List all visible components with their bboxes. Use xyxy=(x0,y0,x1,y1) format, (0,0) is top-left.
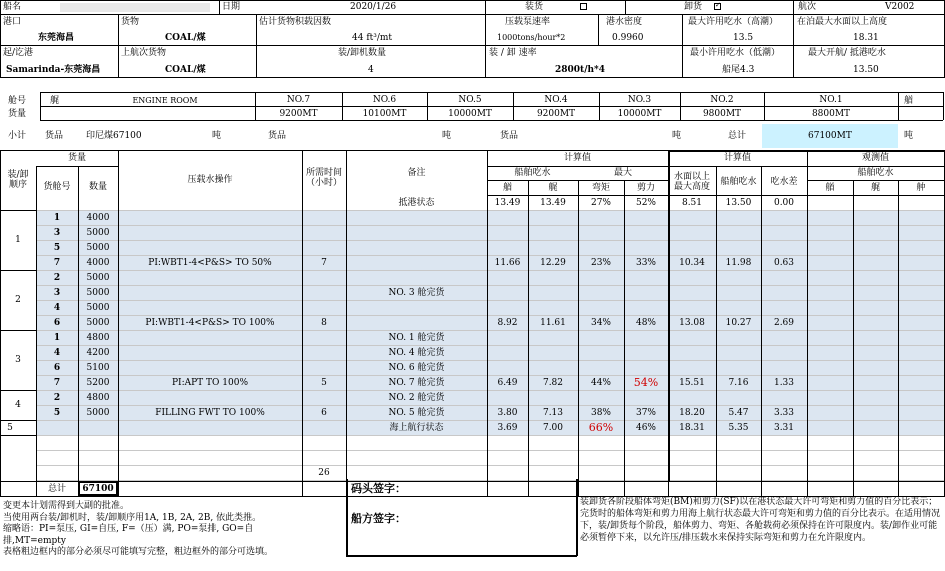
arrival-diff: 0.00 xyxy=(773,198,795,208)
hold-name-7: NO.7 xyxy=(286,95,311,105)
clearance-height-value: 18.31 xyxy=(853,33,879,43)
subtotal-goods-2: 货品 xyxy=(268,131,287,141)
wharf-signature-label: 码头签字： xyxy=(351,482,406,495)
footer-right-notes: 装卸货各阶段船体弯矩(BM)和剪力(SF)以在港状态最大许可弯矩和剪力值的百分比表示；完货时的船体弯矩和剪力用海上航行状态最大许可弯矩和剪力值的百分比表示。在适用情况下，装/卸货每个阶段，船体剪力、弯矩、各舱载荷必须保持在许可限度内。装/卸作业可能必须暂停下来，以允许压/排压载水来保持实际弯矩和剪力在允许限度内。 xyxy=(580,497,941,543)
port-label: 港口 xyxy=(3,17,22,27)
row-qty: 5000 xyxy=(86,408,110,418)
footer-left-notes: 变更本计划需得到大副的批准。 当使用两台装/卸机时，装/卸顺序用1A, 1B, 2A, 2B, 依此类推。 缩略语：PI=泵压, GI=自压, F=（压）满, PO=泵排, GO=自 排,MT=empty 表格粗边框内的部分必须尽可能填写完整，粗边框外的部分可选填。 xyxy=(3,501,274,557)
voyage-label: 航次 xyxy=(798,2,817,12)
obs-fwd-header: 艏 xyxy=(825,183,835,193)
rate-label: 装 / 卸 速率 xyxy=(489,48,537,58)
row-hold: 1 xyxy=(53,213,61,223)
grand-total-label: 总计 xyxy=(47,484,66,494)
row-seq: 5 xyxy=(7,423,13,433)
row-hold: 5 xyxy=(53,408,61,418)
route-label: 起/讫港 xyxy=(3,48,34,58)
time-header: 所需时间 （小时） xyxy=(305,168,342,188)
row-hold: 1 xyxy=(53,333,61,343)
row-bm: 38% xyxy=(590,408,611,418)
row-ballast: FILLING FWT TO 100% xyxy=(155,408,265,418)
density-value: 0.9960 xyxy=(612,33,644,43)
row-hold: 7 xyxy=(53,258,61,268)
row-hold: 4 xyxy=(53,348,61,358)
row-qty: 4000 xyxy=(86,213,110,223)
ship-name-redacted xyxy=(60,3,210,12)
max-air-draft-label: 最大开航/ 抵港吃水 xyxy=(808,48,886,58)
subtotal-total-label: 总计 xyxy=(728,131,747,141)
row-air: 13.08 xyxy=(679,318,705,328)
bow-label: 艏 xyxy=(904,96,914,106)
row-aft: 7.82 xyxy=(542,378,564,388)
qty-header: 数量 xyxy=(88,182,107,192)
row-fwd: 3.80 xyxy=(497,408,518,418)
arrival-remark: 抵港状态 xyxy=(398,198,435,208)
subtotal-goods-1: 货品 xyxy=(45,131,64,141)
hold-cargo-label: 货量 xyxy=(8,109,27,119)
row-remark: NO. 1 舱完货 xyxy=(388,333,445,343)
pump-value: 1000tons/hour*2 xyxy=(497,33,566,42)
row-diff: 2.69 xyxy=(773,318,795,328)
row-ballast: PI:WBT1-4<P&S> TO 50% xyxy=(148,258,272,268)
row-qty: 5000 xyxy=(86,318,110,328)
min-draft-low-label: 最小许用吃水（低潮） xyxy=(690,48,781,58)
row-hold: 3 xyxy=(53,228,61,238)
rate-value: 2800t/h*4 xyxy=(555,65,606,75)
row-aft: 7.00 xyxy=(542,423,564,433)
row-bm: 34% xyxy=(590,318,611,328)
arrival-aft: 13.49 xyxy=(540,198,566,208)
row-draft: 10.27 xyxy=(725,318,752,328)
arrival-bm: 27% xyxy=(590,198,611,208)
row-draft: 7.16 xyxy=(728,378,749,388)
ship-name-label: 船名 xyxy=(3,2,22,12)
subtotal-ton-3: 吨 xyxy=(672,131,682,141)
row-remark: NO. 3 舱完货 xyxy=(388,288,445,298)
hold-name-3: NO.3 xyxy=(627,95,652,105)
loaders-value: 4 xyxy=(368,65,374,75)
hold-no-label: 舱号 xyxy=(8,96,27,106)
row-sf: 48% xyxy=(635,318,656,328)
row-ballast: PI:APT TO 100% xyxy=(171,378,249,388)
unload-checkbox[interactable]: ✓ xyxy=(715,1,721,9)
seq-header: 装/卸 顺序 xyxy=(7,170,29,190)
max-header: 最大 xyxy=(613,168,632,178)
sf-header: 剪力 xyxy=(636,183,655,193)
row-fwd: 8.92 xyxy=(497,318,518,328)
row-hold: 6 xyxy=(53,318,61,328)
arrival-draft: 13.50 xyxy=(725,198,752,208)
row-aft: 11.61 xyxy=(540,318,566,328)
row-diff: 3.33 xyxy=(773,408,795,418)
row-hold: 3 xyxy=(53,288,61,298)
obs-aft-header: 艉 xyxy=(870,183,880,193)
aft-header: 艉 xyxy=(548,183,558,193)
row-seq: 2 xyxy=(15,295,21,305)
row-qty: 4800 xyxy=(86,393,110,403)
row-bm: 23% xyxy=(590,258,611,268)
load-label: 装货 xyxy=(525,2,544,12)
arrival-sf: 52% xyxy=(635,198,656,208)
row-bm: 44% xyxy=(590,378,611,388)
cargo-value: COAL/煤 xyxy=(165,33,206,43)
hold-name-2: NO.2 xyxy=(710,95,734,105)
row-air: 10.34 xyxy=(679,258,705,268)
row-qty: 5100 xyxy=(86,363,110,373)
row-time: 8 xyxy=(321,318,327,328)
row-sf: 54% xyxy=(633,376,659,389)
row-hold: 4 xyxy=(53,303,61,313)
prev-cargo-value: COAL/煤 xyxy=(165,65,206,75)
row-qty: 5000 xyxy=(86,228,110,238)
fwd-header: 艏 xyxy=(502,183,512,193)
subtotal-goods-1-value: 印尼煤67100 xyxy=(86,131,142,141)
row-remark: NO. 6 舱完货 xyxy=(388,363,445,373)
ship-draft-header: 船舶吃水 xyxy=(720,177,757,187)
voyage-value: V2002 xyxy=(885,2,915,12)
row-draft: 11.98 xyxy=(725,258,752,268)
arrival-air: 8.51 xyxy=(681,198,703,208)
subtotal-ton-4: 吨 xyxy=(904,131,914,141)
calc2-header: 计算值 xyxy=(723,153,751,163)
row-qty: 5200 xyxy=(86,378,110,388)
row-qty: 4000 xyxy=(86,258,110,268)
hold-name-6: NO.6 xyxy=(372,95,397,105)
max-draft-high-label: 最大许用吃水（高潮） xyxy=(688,17,779,27)
row-seq: 4 xyxy=(15,400,21,410)
hold-amount-3: 10000MT xyxy=(617,109,662,119)
pump-label: 压载泵速率 xyxy=(505,17,551,27)
stowage-label: 估计货物积载因数 xyxy=(259,17,332,27)
row-fwd: 3.69 xyxy=(497,423,518,433)
row-remark: NO. 5 舱完货 xyxy=(388,408,445,418)
hold-amount-7: 9200MT xyxy=(279,109,318,119)
subtotal-ton-1: 吨 xyxy=(212,131,222,141)
row-diff: 0.63 xyxy=(773,258,795,268)
hold-header: 货舱号 xyxy=(43,182,71,192)
row-qty: 4200 xyxy=(86,348,110,358)
row-draft: 5.47 xyxy=(728,408,749,418)
cargo-header: 货量 xyxy=(67,153,86,163)
row-qty: 5000 xyxy=(86,273,110,283)
hold-name-1: NO.1 xyxy=(819,95,843,105)
arrival-fwd: 13.49 xyxy=(494,198,521,208)
air-header: 水面以上 最大高度 xyxy=(673,172,710,192)
row-remark: NO. 2 舱完货 xyxy=(388,393,445,403)
row-hold: 7 xyxy=(53,378,61,388)
row-qty: 5000 xyxy=(86,243,110,253)
row-fwd: 11.66 xyxy=(494,258,521,268)
bm-header: 弯矩 xyxy=(591,183,610,193)
hold-amount-4: 9200MT xyxy=(536,109,576,119)
date-value: 2020/1/26 xyxy=(350,2,397,12)
hold-amount-2: 9800MT xyxy=(702,109,742,119)
subtotal-ton-2: 吨 xyxy=(442,131,452,141)
row-qty: 4800 xyxy=(86,333,110,343)
density-label: 港水密度 xyxy=(606,17,643,27)
row-hold: 2 xyxy=(53,273,61,283)
remark-header: 备注 xyxy=(407,168,426,178)
stern-label: 艉 xyxy=(50,96,60,106)
row-draft: 5.35 xyxy=(728,423,749,433)
row-sf: 37% xyxy=(635,408,656,418)
date-label: 日期 xyxy=(222,2,241,12)
row-hold: 5 xyxy=(53,243,61,253)
row-aft: 12.29 xyxy=(540,258,566,268)
draft-header: 船舶吃水 xyxy=(514,168,551,178)
prev-cargo-label: 上航次货物 xyxy=(121,48,167,58)
row-remark: NO. 4 舱完货 xyxy=(388,348,445,358)
hold-amount-1: 8800MT xyxy=(811,109,851,119)
max-air-draft-value: 13.50 xyxy=(853,65,879,75)
row-remark: 海上航行状态 xyxy=(389,423,444,433)
subtotal-total-value: 67100MT xyxy=(808,131,852,141)
hold-name-4: NO.4 xyxy=(544,95,568,105)
ballast-header: 压载水操作 xyxy=(187,175,233,185)
diff-header: 吃水差 xyxy=(770,177,798,187)
row-diff: 3.31 xyxy=(773,423,795,433)
cargo-label: 货物 xyxy=(121,17,140,27)
row-time: 6 xyxy=(321,408,327,418)
engine-room-label: ENGINE ROOM xyxy=(132,96,198,105)
row-diff: 1.33 xyxy=(773,378,795,388)
row-qty: 5000 xyxy=(86,303,110,313)
load-checkbox[interactable] xyxy=(580,3,587,10)
grand-total-value: 67100 xyxy=(82,484,114,494)
ship-signature-label: 船方签字： xyxy=(351,512,406,525)
min-draft-low-value: 船尾4.3 xyxy=(722,65,755,75)
route-value: Samarinda-东莞海昌 xyxy=(6,65,101,75)
row-air: 15.51 xyxy=(679,378,705,388)
port-value: 东莞海昌 xyxy=(38,33,75,43)
hold-name-5: NO.5 xyxy=(458,95,482,105)
row-fwd: 6.49 xyxy=(497,378,518,388)
row-time: 5 xyxy=(321,378,327,388)
row-ballast: PI:WBT1-4<P&S> TO 100% xyxy=(145,318,275,328)
row-air: 18.20 xyxy=(679,408,705,418)
obs-mid-header: 舯 xyxy=(916,183,926,193)
row-sf: 33% xyxy=(635,258,656,268)
stowage-value: 44 ft³/mt xyxy=(352,33,393,43)
subtotal-goods-3: 货品 xyxy=(500,131,519,141)
max-draft-high-value: 13.5 xyxy=(733,33,754,43)
row-seq: 1 xyxy=(15,235,21,245)
row-time: 7 xyxy=(321,258,327,268)
hold-amount-6: 10100MT xyxy=(362,109,407,119)
row-aft: 7.13 xyxy=(542,408,564,418)
obs-draft-header: 船舶吃水 xyxy=(857,168,894,178)
hold-amount-5: 10000MT xyxy=(448,109,492,119)
row-seq: 3 xyxy=(15,355,21,365)
row-remark: NO. 7 舱完货 xyxy=(388,378,445,388)
clearance-height-label: 在泊最大水面以上高度 xyxy=(797,17,888,27)
row-hold: 6 xyxy=(53,363,61,373)
unload-label: 卸货 xyxy=(684,2,703,12)
subtotal-label: 小计 xyxy=(8,131,27,141)
row-hold: 2 xyxy=(53,393,61,403)
row-air: 18.31 xyxy=(679,423,705,433)
loaders-label: 装/卸机数量 xyxy=(338,48,387,58)
row-bm: 66% xyxy=(588,421,614,434)
row-sf: 46% xyxy=(635,423,656,433)
row-qty: 5000 xyxy=(86,288,110,298)
time-total: 26 xyxy=(318,468,330,478)
obs-header: 观测值 xyxy=(861,153,889,163)
calc-header: 计算值 xyxy=(563,153,591,163)
